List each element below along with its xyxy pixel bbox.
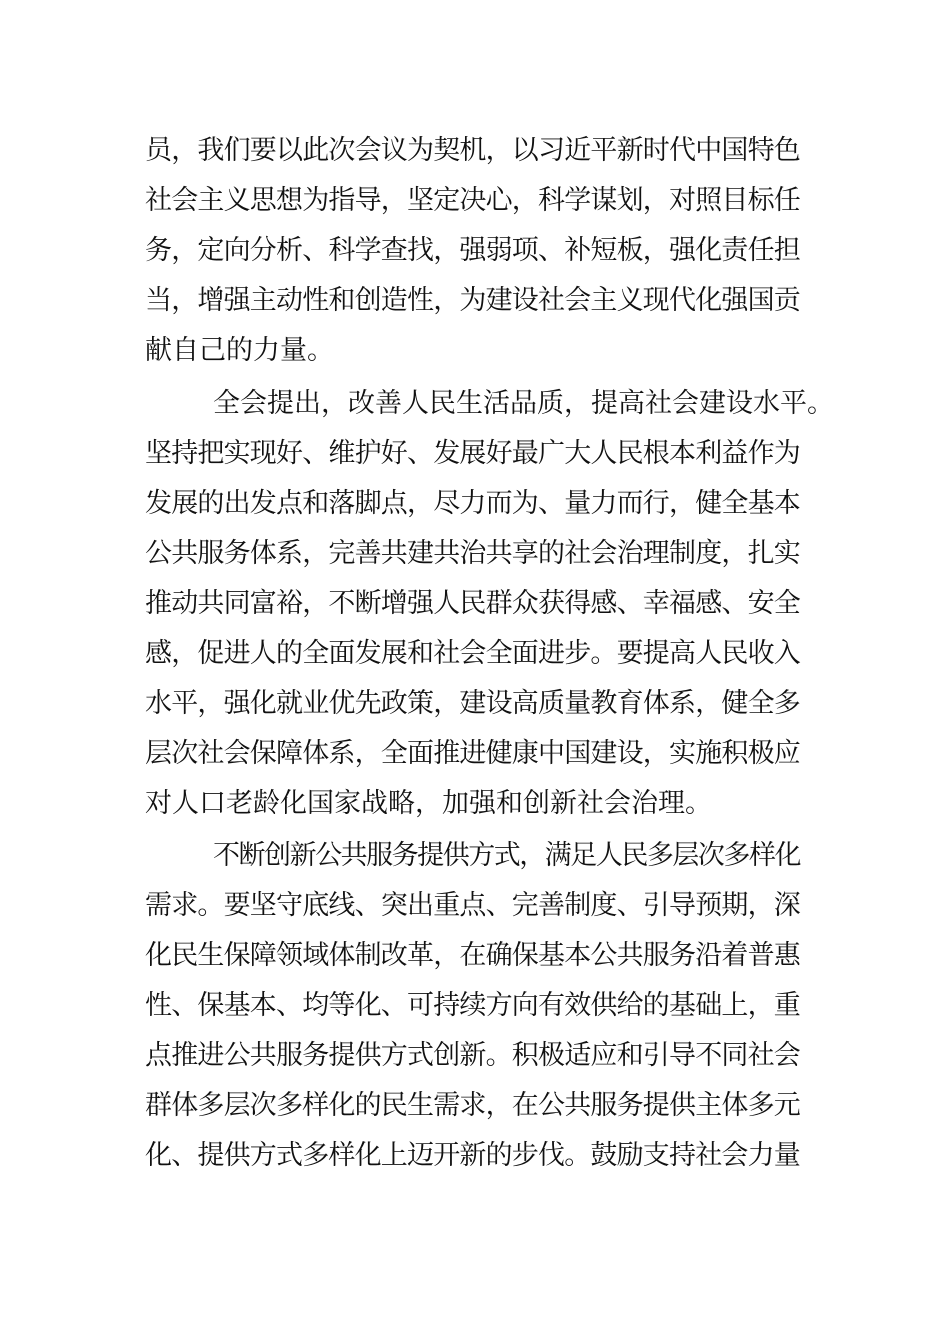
text-line — [0, 731, 950, 781]
line-text: 点推进公共服务提供方式创新。积极适应和引导不同社会 — [145, 1040, 800, 1071]
text-line — [0, 1083, 950, 1133]
text-line — [0, 481, 950, 531]
line-text: 坚持把实现好、维护好、发展好最广大人民根本利益作为 — [145, 438, 800, 469]
text-line — [0, 631, 950, 681]
text-line — [0, 833, 950, 883]
line-text: 社会主义思想为指导，坚定决心，科学谋划，对照目标任 — [145, 185, 800, 216]
line-text: 务，定向分析、科学查找，强弱项、补短板，强化责任担 — [145, 235, 800, 266]
line-text: 感，促进人的全面发展和社会全面进步。要提高人民收入 — [145, 638, 800, 669]
line-text: 推动共同富裕，不断增强人民群众获得感、幸福感、安全 — [145, 588, 800, 619]
text-line — [0, 1033, 950, 1083]
text-line — [0, 278, 950, 328]
text-line — [0, 128, 950, 178]
text-line — [0, 983, 950, 1033]
text-line — [0, 228, 950, 278]
text-line — [0, 531, 950, 581]
text-line — [0, 431, 950, 481]
line-text: 全会提出，改善人民生活品质，提高社会建设水平。 — [213, 388, 834, 419]
line-text: 公共服务体系，完善共建共治共享的社会治理制度，扎实 — [145, 538, 800, 569]
text-line — [0, 381, 950, 431]
text-line — [0, 781, 950, 831]
line-text: 层次社会保障体系，全面推进健康中国建设，实施积极应 — [145, 738, 800, 769]
line-text: 发展的出发点和落脚点，尽力而为、量力而行，健全基本 — [145, 488, 800, 519]
text-line — [0, 581, 950, 631]
text-line — [0, 178, 950, 228]
line-text: 献自己的力量。 — [145, 335, 334, 366]
line-text: 不断创新公共服务提供方式，满足人民多层次多样化 — [213, 840, 800, 871]
text-line — [0, 328, 950, 378]
line-text: 当，增强主动性和创造性，为建设社会主义现代化强国贡 — [145, 285, 800, 316]
line-text: 对人口老龄化国家战略，加强和创新社会治理。 — [145, 788, 712, 819]
line-text: 水平，强化就业优先政策，建设高质量教育体系，健全多 — [145, 688, 800, 719]
text-line — [0, 933, 950, 983]
line-text: 需求。要坚守底线、突出重点、完善制度、引导预期，深 — [145, 890, 800, 921]
text-line — [0, 681, 950, 731]
line-text: 群体多层次多样化的民生需求，在公共服务提供主体多元 — [145, 1090, 800, 1121]
line-text: 员，我们要以此次会议为契机，以习近平新时代中国特色 — [145, 135, 800, 166]
text-line — [0, 1133, 950, 1183]
line-text: 性、保基本、均等化、可持续方向有效供给的基础上，重 — [145, 990, 800, 1021]
line-text: 化民生保障领域体制改革，在确保基本公共服务沿着普惠 — [145, 940, 800, 971]
text-line — [0, 883, 950, 933]
line-text: 化、提供方式多样化上迈开新的步伐。鼓励支持社会力量 — [145, 1140, 800, 1171]
